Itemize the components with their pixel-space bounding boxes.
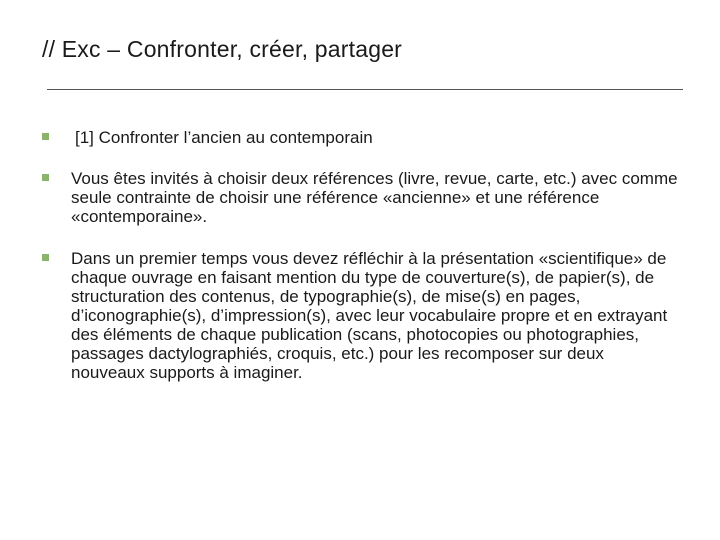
square-bullet-icon [42,174,49,181]
square-bullet-icon [42,254,49,261]
slide-title: // Exc – Confronter, créer, partager [42,36,403,62]
bullet-text: Dans un premier temps vous devez réfléchir à la présentation «scientifique» de chaque ouvrage en faisant mention du type de couverture(s), de papier(s), de structuration des contenus, de typographie(s), de mise(s) en pages, d’iconographie(s), d’impression(s), avec leur vocabulaire propre et en extrayant des éléments de chaque publication (scans, photocopies ou photographies, passages dactylographiés, croquis, etc.) pour les recomposer sur deux nouveaux supports à imaginer. [71,249,668,382]
title-divider [47,89,683,90]
bullet-list [42,128,682,405]
bullet-item-instructions [42,169,682,226]
bullet-item-first-step [42,249,682,382]
bullet-text: Vous êtes invités à choisir deux références (livre, revue, carte, etc.) avec comme seule contrainte de choisir une référence «ancienne» et une référence «contemporaine». [71,169,678,226]
bullet-text: [1] Confronter l’ancien au contemporain [75,128,373,147]
square-bullet-icon [42,133,49,140]
bullet-item-section-heading [42,128,682,147]
